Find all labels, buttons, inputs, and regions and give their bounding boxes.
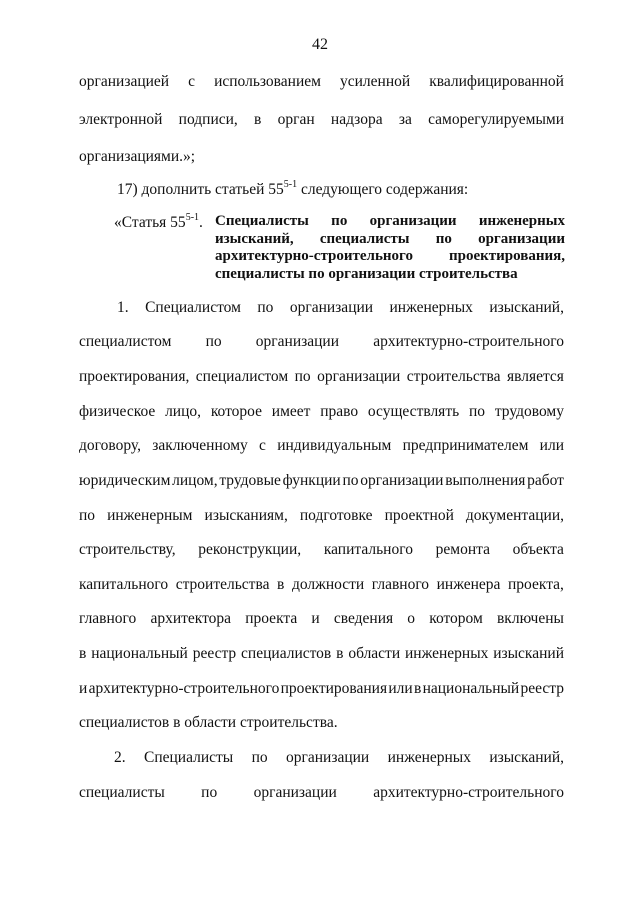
amendment-text-prefix: 17) дополнить статьей 55 bbox=[117, 181, 284, 198]
word: объекта bbox=[512, 541, 564, 558]
word: изысканий, bbox=[489, 749, 564, 766]
word: организации bbox=[289, 299, 374, 316]
paragraph-line bbox=[114, 748, 564, 768]
word: которое bbox=[210, 403, 262, 420]
word: инженерных bbox=[478, 213, 565, 229]
amendment-line bbox=[117, 180, 564, 200]
word: за bbox=[398, 111, 412, 128]
word: главного bbox=[371, 576, 430, 593]
word: специалисты bbox=[319, 230, 410, 247]
word: организации bbox=[286, 749, 370, 766]
text-line bbox=[79, 72, 564, 92]
word: капитального bbox=[79, 576, 169, 593]
word: Специалисты bbox=[144, 749, 234, 766]
word: подписи, bbox=[178, 111, 238, 128]
word: реестр bbox=[520, 680, 564, 697]
word: архитектурно-строительного bbox=[88, 680, 280, 697]
word: по bbox=[342, 472, 359, 489]
page-number: 42 bbox=[312, 36, 328, 53]
article-label-suffix: . bbox=[199, 214, 203, 231]
paragraph-line bbox=[79, 540, 564, 560]
word: выполнения bbox=[445, 472, 526, 489]
word: архитектора bbox=[150, 610, 232, 627]
word: изысканий, bbox=[489, 299, 564, 316]
word: предпринимателем bbox=[402, 437, 529, 454]
paragraph-line bbox=[117, 298, 564, 318]
word: специалисты bbox=[79, 784, 165, 801]
word: изысканий bbox=[493, 645, 564, 662]
word: использованием bbox=[214, 73, 321, 90]
word: проектирования bbox=[280, 680, 388, 697]
word: архитектурно-строительного bbox=[373, 333, 564, 350]
article-title-line bbox=[215, 231, 565, 249]
paragraph-line bbox=[79, 436, 564, 456]
paragraph-line bbox=[79, 402, 564, 422]
word: физическое bbox=[79, 403, 156, 420]
word: саморегулируемыми bbox=[428, 111, 564, 128]
word: трудовому bbox=[494, 403, 564, 420]
word: и bbox=[311, 610, 320, 627]
word: реконструкции, bbox=[198, 541, 302, 558]
word: лицо, bbox=[165, 403, 202, 420]
word: электронной bbox=[79, 111, 163, 128]
superscript: 5-1 bbox=[185, 211, 200, 223]
paragraph-line bbox=[79, 332, 564, 352]
word: работ bbox=[527, 472, 564, 489]
word: инженерным bbox=[107, 507, 193, 524]
article-title-line: специалисты по организации строительства bbox=[215, 265, 518, 282]
word: национальный bbox=[91, 645, 188, 662]
word: должности bbox=[291, 576, 365, 593]
word: изысканиям, bbox=[204, 507, 288, 524]
word: или bbox=[539, 437, 564, 454]
word: по bbox=[205, 333, 222, 350]
word: организации bbox=[478, 230, 565, 247]
word: лицом, bbox=[172, 472, 218, 489]
word: или bbox=[388, 680, 413, 697]
word: 1. bbox=[117, 299, 129, 316]
word: надзора bbox=[330, 111, 383, 128]
word: по bbox=[201, 784, 218, 801]
word: инженерных bbox=[387, 749, 471, 766]
word: по bbox=[331, 213, 348, 229]
paragraph-line bbox=[79, 506, 564, 526]
word: заключенному bbox=[152, 437, 248, 454]
article-label-prefix: «Статья 55 bbox=[114, 214, 186, 231]
word: строительства bbox=[406, 368, 501, 385]
word: специалистов bbox=[241, 645, 332, 662]
word: по bbox=[468, 403, 486, 420]
word: капитального bbox=[323, 541, 413, 558]
word: специалистом bbox=[195, 368, 289, 385]
word: организации bbox=[253, 784, 337, 801]
superscript: 5-1 bbox=[283, 178, 298, 190]
word: архитектурно-строительного bbox=[373, 784, 564, 801]
paragraph-line: специалистов в области строительства. bbox=[79, 714, 338, 731]
word: организацией bbox=[79, 73, 170, 90]
word: строительства bbox=[175, 576, 270, 593]
paragraph-line bbox=[79, 644, 564, 664]
word: по bbox=[294, 368, 311, 385]
paragraph-line bbox=[79, 575, 564, 595]
paragraph-line bbox=[79, 609, 564, 629]
word: имеет bbox=[271, 403, 311, 420]
text-line bbox=[79, 110, 564, 130]
word: по bbox=[79, 507, 96, 524]
word: о bbox=[407, 610, 416, 627]
word: сведения bbox=[333, 610, 394, 627]
paragraph-line bbox=[79, 783, 564, 803]
text-line: организациями.»; bbox=[79, 148, 196, 165]
word: орган bbox=[277, 111, 315, 128]
word: проекта bbox=[245, 610, 298, 627]
word: осуществлять bbox=[367, 403, 460, 420]
word: Специалистом bbox=[145, 299, 241, 316]
paragraph-line bbox=[79, 679, 564, 699]
article-title-line bbox=[215, 213, 565, 231]
word: 2. bbox=[114, 749, 126, 766]
word: договору, bbox=[79, 437, 141, 454]
word: проектной bbox=[384, 507, 454, 524]
word: индивидуальным bbox=[277, 437, 392, 454]
word: национальный bbox=[422, 680, 520, 697]
word: организации bbox=[369, 213, 457, 229]
article-label bbox=[114, 213, 203, 233]
word: с bbox=[188, 73, 196, 90]
word: ремонта bbox=[435, 541, 490, 558]
word: в bbox=[254, 111, 262, 128]
word: архитектурно-строительного bbox=[215, 248, 413, 265]
word: является bbox=[506, 368, 564, 385]
word: организации bbox=[317, 368, 401, 385]
word: и bbox=[79, 680, 88, 697]
word: организации bbox=[255, 333, 340, 350]
word: организации bbox=[360, 472, 444, 489]
word: включены bbox=[496, 610, 564, 627]
word: по bbox=[257, 299, 274, 316]
word: в bbox=[79, 645, 87, 662]
word: изысканий, bbox=[215, 230, 294, 247]
word: трудовые bbox=[219, 472, 281, 489]
word: юридическим bbox=[79, 472, 171, 489]
word: инженерных bbox=[389, 299, 473, 316]
word: в bbox=[336, 645, 344, 662]
word: реестр bbox=[192, 645, 237, 662]
article-title bbox=[215, 213, 565, 283]
word: документации, bbox=[465, 507, 564, 524]
word: по bbox=[435, 230, 452, 247]
paragraph-line bbox=[79, 367, 564, 387]
word: усиленной bbox=[340, 73, 411, 90]
word: котором bbox=[429, 610, 483, 627]
word: строительству, bbox=[79, 541, 176, 558]
word: по bbox=[251, 749, 268, 766]
word: квалифицированной bbox=[429, 73, 564, 90]
word: специалистом bbox=[79, 333, 172, 350]
word: Специалисты bbox=[215, 213, 309, 229]
word: главного bbox=[79, 610, 137, 627]
word: подготовке bbox=[299, 507, 373, 524]
amendment-text-suffix: следующего содержания: bbox=[297, 181, 469, 198]
word: инженерных bbox=[405, 645, 489, 662]
paragraph-line bbox=[79, 471, 564, 491]
word: с bbox=[259, 437, 266, 454]
word: проектирования, bbox=[79, 368, 190, 385]
word: проекта, bbox=[508, 576, 564, 593]
word: в bbox=[413, 680, 422, 697]
word: области bbox=[348, 645, 401, 662]
article-title-line bbox=[215, 248, 565, 266]
word: инженера bbox=[436, 576, 501, 593]
word: функции bbox=[282, 472, 341, 489]
word: в bbox=[277, 576, 285, 593]
word: проектирования, bbox=[448, 248, 565, 265]
word: право bbox=[320, 403, 359, 420]
